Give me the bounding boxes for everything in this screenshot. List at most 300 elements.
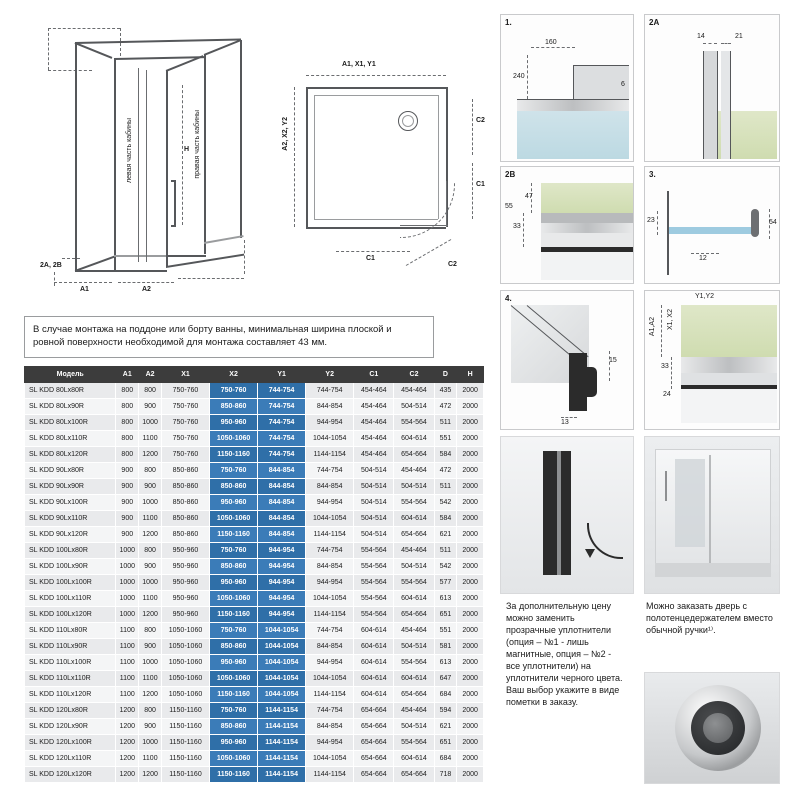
cell-h: 2000 [457, 751, 484, 767]
installation-note: В случае монтажа на поддоне или борту ванны, минимальная ширина плоской и ровной поверхности необходимой для монтажа составляет 43 мм. [24, 316, 434, 358]
iso-label-left-part: левая часть кабины [126, 118, 133, 184]
cell-c2: 604-614 [394, 591, 434, 607]
cell-c2: 604-614 [394, 751, 434, 767]
cell-x2: 950-960 [210, 655, 258, 671]
iso-label-a2: A2 [142, 286, 151, 293]
cell-c1: 604-614 [354, 639, 394, 655]
cell-d: 551 [434, 623, 457, 639]
cell-y2: 1144-1154 [306, 687, 354, 703]
cell-c2: 604-614 [394, 671, 434, 687]
cell-x1: 1050-1060 [161, 639, 209, 655]
detail-2a-dim-14: 14 [697, 33, 705, 40]
plan-label-c2b: C2 [448, 261, 457, 268]
cell-y1: 944-954 [258, 559, 306, 575]
cell-x2: 1150-1160 [210, 607, 258, 623]
cell-x2: 1050-1060 [210, 671, 258, 687]
detail-4-dim-15: 15 [609, 357, 617, 364]
cell-y2: 844-854 [306, 719, 354, 735]
cell-model: SL KDD 110Lx80R [25, 623, 116, 639]
dimensions-table [24, 366, 484, 783]
cell-y2: 1044-1054 [306, 431, 354, 447]
cell-model: SL KDD 80Lx80R [25, 383, 116, 399]
cell-h: 2000 [457, 559, 484, 575]
cell-c1: 604-614 [354, 671, 394, 687]
cell-h: 2000 [457, 447, 484, 463]
cell-a2: 900 [139, 399, 162, 415]
cell-y2: 744-754 [306, 383, 354, 399]
table-row [25, 463, 484, 479]
cell-d: 581 [434, 639, 457, 655]
cell-h: 2000 [457, 463, 484, 479]
cell-d: 621 [434, 719, 457, 735]
cell-a1: 800 [116, 383, 139, 399]
cell-x2: 950-960 [210, 495, 258, 511]
cell-y2: 844-854 [306, 399, 354, 415]
cell-a2: 1100 [139, 671, 162, 687]
cell-model: SL KDD 120Lx110R [25, 751, 116, 767]
detail-1-dim-6: 6 [621, 81, 625, 88]
detail-5-label-x: X1, X2 [667, 309, 674, 331]
cell-h: 2000 [457, 767, 484, 783]
cell-y2: 1044-1054 [306, 751, 354, 767]
cell-y2: 944-954 [306, 655, 354, 671]
table-row [25, 527, 484, 543]
cell-c1: 554-564 [354, 575, 394, 591]
cell-a2: 1200 [139, 527, 162, 543]
table-row [25, 559, 484, 575]
cell-c2: 454-464 [394, 703, 434, 719]
cell-x1: 1050-1060 [161, 671, 209, 687]
cell-c1: 504-514 [354, 511, 394, 527]
cell-c1: 454-464 [354, 415, 394, 431]
th-a1: A1 [116, 367, 139, 383]
detail-2b-dim-47: 47 [525, 193, 533, 200]
cell-y1: 1144-1154 [258, 703, 306, 719]
cell-c1: 454-464 [354, 399, 394, 415]
cell-y1: 744-754 [258, 447, 306, 463]
cell-x2: 750-760 [210, 463, 258, 479]
cell-y1: 844-854 [258, 463, 306, 479]
cell-a2: 1100 [139, 591, 162, 607]
th-c2: C2 [394, 367, 434, 383]
cell-y2: 1144-1154 [306, 447, 354, 463]
plan-label-c1: C1 [366, 255, 375, 262]
towel-rail-note: Можно заказать дверь с полотенцедержателем вместо обычной ручки¹⁾. [646, 601, 773, 635]
cell-model: SL KDD 120Lx80R [25, 703, 116, 719]
cell-y1: 744-754 [258, 399, 306, 415]
cell-c2: 554-564 [394, 575, 434, 591]
cell-c2: 504-514 [394, 399, 434, 415]
cell-a1: 1100 [116, 639, 139, 655]
detail-3-frame [644, 166, 780, 284]
cell-y1: 744-754 [258, 383, 306, 399]
detail-2b-dim-55: 55 [505, 203, 513, 210]
cell-c1: 504-514 [354, 463, 394, 479]
cell-x1: 950-960 [161, 575, 209, 591]
cell-x2: 750-760 [210, 703, 258, 719]
cell-x2: 950-960 [210, 415, 258, 431]
iso-label-a1: A1 [80, 286, 89, 293]
detail-4-dim-13: 13 [561, 419, 569, 426]
cell-h: 2000 [457, 543, 484, 559]
cell-d: 613 [434, 655, 457, 671]
detail-3-dim-54: 54 [769, 219, 777, 226]
cell-y1: 844-854 [258, 479, 306, 495]
cell-model: SL KDD 100Lx80R [25, 543, 116, 559]
cell-c2: 504-514 [394, 559, 434, 575]
cell-c2: 554-564 [394, 655, 434, 671]
cell-c2: 654-664 [394, 527, 434, 543]
cell-h: 2000 [457, 527, 484, 543]
table-body [25, 383, 484, 783]
handle-photo [644, 672, 780, 784]
cell-x1: 1150-1160 [161, 719, 209, 735]
cell-y2: 744-754 [306, 623, 354, 639]
cell-c1: 504-514 [354, 495, 394, 511]
cell-model: SL KDD 120Lx100R [25, 735, 116, 751]
table-row [25, 703, 484, 719]
cell-x2: 850-860 [210, 399, 258, 415]
cell-y2: 1144-1154 [306, 607, 354, 623]
cell-y1: 1144-1154 [258, 735, 306, 751]
table-row [25, 495, 484, 511]
cell-x2: 1150-1160 [210, 687, 258, 703]
cell-x1: 850-860 [161, 511, 209, 527]
cell-x2: 750-760 [210, 543, 258, 559]
cell-c1: 554-564 [354, 543, 394, 559]
cell-x2: 950-960 [210, 735, 258, 751]
cell-a2: 1000 [139, 655, 162, 671]
cell-c2: 554-564 [394, 495, 434, 511]
cell-x2: 750-760 [210, 383, 258, 399]
cell-d: 718 [434, 767, 457, 783]
cell-model: SL KDD 80Lx90R [25, 399, 116, 415]
cell-c2: 554-564 [394, 415, 434, 431]
cell-model: SL KDD 90Lx80R [25, 463, 116, 479]
cell-d: 435 [434, 383, 457, 399]
cell-d: 584 [434, 447, 457, 463]
cell-y2: 944-954 [306, 575, 354, 591]
cell-model: SL KDD 110Lx90R [25, 639, 116, 655]
cell-a2: 1200 [139, 767, 162, 783]
table-row [25, 575, 484, 591]
cell-c1: 504-514 [354, 527, 394, 543]
cell-c2: 454-464 [394, 543, 434, 559]
cell-d: 647 [434, 671, 457, 687]
cell-a2: 1000 [139, 495, 162, 511]
cell-h: 2000 [457, 479, 484, 495]
cell-d: 511 [434, 479, 457, 495]
cell-y2: 1144-1154 [306, 527, 354, 543]
cell-x1: 850-860 [161, 527, 209, 543]
cell-x2: 1150-1160 [210, 447, 258, 463]
cell-c1: 654-664 [354, 767, 394, 783]
cell-c1: 454-464 [354, 383, 394, 399]
cell-a1: 900 [116, 479, 139, 495]
cell-x1: 850-860 [161, 463, 209, 479]
cell-h: 2000 [457, 415, 484, 431]
table-row [25, 623, 484, 639]
cell-y2: 844-854 [306, 639, 354, 655]
cell-c1: 554-564 [354, 607, 394, 623]
table-row [25, 447, 484, 463]
cell-c1: 604-614 [354, 623, 394, 639]
cell-y2: 744-754 [306, 543, 354, 559]
cell-c2: 554-564 [394, 735, 434, 751]
cell-c1: 654-664 [354, 719, 394, 735]
detail-1-number: 1. [505, 18, 512, 27]
cell-x1: 1050-1060 [161, 655, 209, 671]
cell-y2: 744-754 [306, 463, 354, 479]
table-row [25, 767, 484, 783]
cell-h: 2000 [457, 719, 484, 735]
cell-y1: 744-754 [258, 415, 306, 431]
cell-a1: 900 [116, 527, 139, 543]
cell-a1: 1200 [116, 719, 139, 735]
cell-c1: 654-664 [354, 735, 394, 751]
cell-a1: 800 [116, 447, 139, 463]
cell-a2: 1000 [139, 575, 162, 591]
cell-x2: 1050-1060 [210, 751, 258, 767]
cell-a1: 800 [116, 399, 139, 415]
table-row [25, 383, 484, 399]
cell-y1: 1044-1054 [258, 671, 306, 687]
cell-c2: 654-664 [394, 767, 434, 783]
th-a2: A2 [139, 367, 162, 383]
cell-a1: 1000 [116, 575, 139, 591]
cell-a2: 800 [139, 623, 162, 639]
cell-h: 2000 [457, 431, 484, 447]
cell-y2: 1144-1154 [306, 767, 354, 783]
cell-d: 651 [434, 735, 457, 751]
cell-c1: 654-664 [354, 703, 394, 719]
cell-model: SL KDD 90Lx100R [25, 495, 116, 511]
cell-x2: 1150-1160 [210, 527, 258, 543]
cell-a2: 1200 [139, 447, 162, 463]
detail-3-dim-12: 12 [699, 255, 707, 262]
cell-a1: 1200 [116, 767, 139, 783]
cell-a1: 1100 [116, 687, 139, 703]
cell-y1: 844-854 [258, 527, 306, 543]
cell-model: SL KDD 110Lx120R [25, 687, 116, 703]
cell-a2: 1200 [139, 687, 162, 703]
detail-2b-number: 2B [505, 170, 516, 179]
cell-d: 511 [434, 543, 457, 559]
cell-a2: 1100 [139, 751, 162, 767]
cell-x1: 1150-1160 [161, 703, 209, 719]
cell-c2: 504-514 [394, 719, 434, 735]
table-row [25, 687, 484, 703]
cell-c2: 454-464 [394, 463, 434, 479]
th-x1: X1 [161, 367, 209, 383]
cell-h: 2000 [457, 591, 484, 607]
cell-a1: 900 [116, 463, 139, 479]
cell-a2: 900 [139, 479, 162, 495]
cell-model: SL KDD 90Lx110R [25, 511, 116, 527]
cell-y1: 1044-1054 [258, 687, 306, 703]
detail-2a-dim-21: 21 [735, 33, 743, 40]
detail-5-frame [644, 290, 780, 430]
cell-a1: 1100 [116, 671, 139, 687]
cell-c2: 454-464 [394, 383, 434, 399]
table-row [25, 639, 484, 655]
iso-label-h: H [184, 146, 190, 153]
cell-d: 613 [434, 591, 457, 607]
plan-label-top: A1, X1, Y1 [342, 61, 376, 68]
iso-label-corner: 2A, 2B [40, 262, 62, 269]
cell-d: 472 [434, 399, 457, 415]
cell-x1: 750-760 [161, 399, 209, 415]
cell-a2: 800 [139, 703, 162, 719]
cell-a1: 1000 [116, 607, 139, 623]
table-row [25, 431, 484, 447]
cell-a1: 1000 [116, 543, 139, 559]
cell-c1: 604-614 [354, 687, 394, 703]
cell-h: 2000 [457, 639, 484, 655]
towel-rail-photo [644, 436, 780, 594]
cell-y1: 1044-1054 [258, 639, 306, 655]
cell-a1: 1100 [116, 655, 139, 671]
cell-c2: 604-614 [394, 431, 434, 447]
cell-x1: 1150-1160 [161, 767, 209, 783]
cell-h: 2000 [457, 655, 484, 671]
cell-x1: 750-760 [161, 447, 209, 463]
cell-x2: 850-860 [210, 639, 258, 655]
cell-x1: 1150-1160 [161, 735, 209, 751]
table-header-row [25, 367, 484, 383]
table-row [25, 479, 484, 495]
detail-1-dim-240: 240 [513, 73, 525, 80]
detail-1-dim-160: 160 [545, 39, 557, 46]
detail-3-number: 3. [649, 170, 656, 179]
plan-label-c2: C2 [476, 117, 485, 124]
seal-photo [500, 436, 634, 594]
cell-x1: 850-860 [161, 495, 209, 511]
cell-x2: 1150-1160 [210, 767, 258, 783]
cell-a1: 1000 [116, 559, 139, 575]
cell-x1: 950-960 [161, 559, 209, 575]
cell-model: SL KDD 100Lx110R [25, 591, 116, 607]
cell-d: 542 [434, 559, 457, 575]
cell-y1: 844-854 [258, 495, 306, 511]
cell-a2: 1100 [139, 431, 162, 447]
cell-model: SL KDD 100Lx120R [25, 607, 116, 623]
cell-y2: 944-954 [306, 495, 354, 511]
cell-c1: 554-564 [354, 559, 394, 575]
cell-model: SL KDD 120Lx120R [25, 767, 116, 783]
plan-label-left: A2, X2, Y2 [282, 117, 289, 151]
cell-y2: 1044-1054 [306, 511, 354, 527]
cell-x2: 850-860 [210, 719, 258, 735]
detail-1-frame [500, 14, 634, 162]
cell-x1: 850-860 [161, 479, 209, 495]
detail-5-label-a: A1,A2 [649, 317, 656, 337]
table-row [25, 607, 484, 623]
table-row [25, 751, 484, 767]
cell-x1: 750-760 [161, 431, 209, 447]
cell-a1: 1100 [116, 623, 139, 639]
cell-y1: 1044-1054 [258, 655, 306, 671]
cell-a2: 900 [139, 559, 162, 575]
cell-d: 551 [434, 431, 457, 447]
cell-a1: 800 [116, 431, 139, 447]
cell-d: 511 [434, 415, 457, 431]
cell-model: SL KDD 80Lx110R [25, 431, 116, 447]
cell-model: SL KDD 110Lx100R [25, 655, 116, 671]
cell-model: SL KDD 100Lx100R [25, 575, 116, 591]
cell-h: 2000 [457, 623, 484, 639]
table-row [25, 511, 484, 527]
detail-2b-frame [500, 166, 634, 284]
cell-c2: 604-614 [394, 511, 434, 527]
plan-drawing [280, 55, 490, 300]
cell-c2: 504-514 [394, 479, 434, 495]
cell-x1: 950-960 [161, 607, 209, 623]
cell-h: 2000 [457, 607, 484, 623]
cell-d: 594 [434, 703, 457, 719]
cell-d: 684 [434, 687, 457, 703]
table-row [25, 399, 484, 415]
cell-a2: 1100 [139, 511, 162, 527]
cell-a1: 800 [116, 415, 139, 431]
cell-a2: 900 [139, 639, 162, 655]
cell-y2: 844-854 [306, 479, 354, 495]
cell-a1: 900 [116, 511, 139, 527]
th-c1: C1 [354, 367, 394, 383]
cell-y1: 744-754 [258, 431, 306, 447]
cell-d: 472 [434, 463, 457, 479]
cell-d: 621 [434, 527, 457, 543]
cell-a1: 1200 [116, 703, 139, 719]
cell-x1: 1050-1060 [161, 623, 209, 639]
cell-model: SL KDD 120Lx90R [25, 719, 116, 735]
cell-c2: 654-664 [394, 687, 434, 703]
cell-x2: 950-960 [210, 575, 258, 591]
th-h: H [457, 367, 484, 383]
cell-d: 651 [434, 607, 457, 623]
cell-c2: 454-464 [394, 623, 434, 639]
cell-model: SL KDD 110Lx110R [25, 671, 116, 687]
cell-x1: 1050-1060 [161, 687, 209, 703]
cell-y2: 944-954 [306, 415, 354, 431]
th-y2: Y2 [306, 367, 354, 383]
cell-y1: 1144-1154 [258, 719, 306, 735]
table-row [25, 719, 484, 735]
cell-c1: 504-514 [354, 479, 394, 495]
cell-c2: 504-514 [394, 639, 434, 655]
detail-2a-frame [644, 14, 780, 162]
cell-y2: 744-754 [306, 703, 354, 719]
cell-a2: 900 [139, 719, 162, 735]
cell-model: SL KDD 90Lx120R [25, 527, 116, 543]
cell-h: 2000 [457, 703, 484, 719]
cell-y2: 844-854 [306, 559, 354, 575]
cell-a2: 1000 [139, 735, 162, 751]
cell-h: 2000 [457, 575, 484, 591]
cell-c1: 604-614 [354, 655, 394, 671]
cell-c1: 654-664 [354, 751, 394, 767]
cell-x2: 1050-1060 [210, 431, 258, 447]
cell-a1: 1200 [116, 751, 139, 767]
cell-c2: 654-664 [394, 447, 434, 463]
cell-a2: 800 [139, 463, 162, 479]
cell-h: 2000 [457, 399, 484, 415]
cell-c1: 554-564 [354, 591, 394, 607]
cell-d: 577 [434, 575, 457, 591]
table-row [25, 415, 484, 431]
cell-x1: 950-960 [161, 543, 209, 559]
cell-c1: 454-464 [354, 447, 394, 463]
